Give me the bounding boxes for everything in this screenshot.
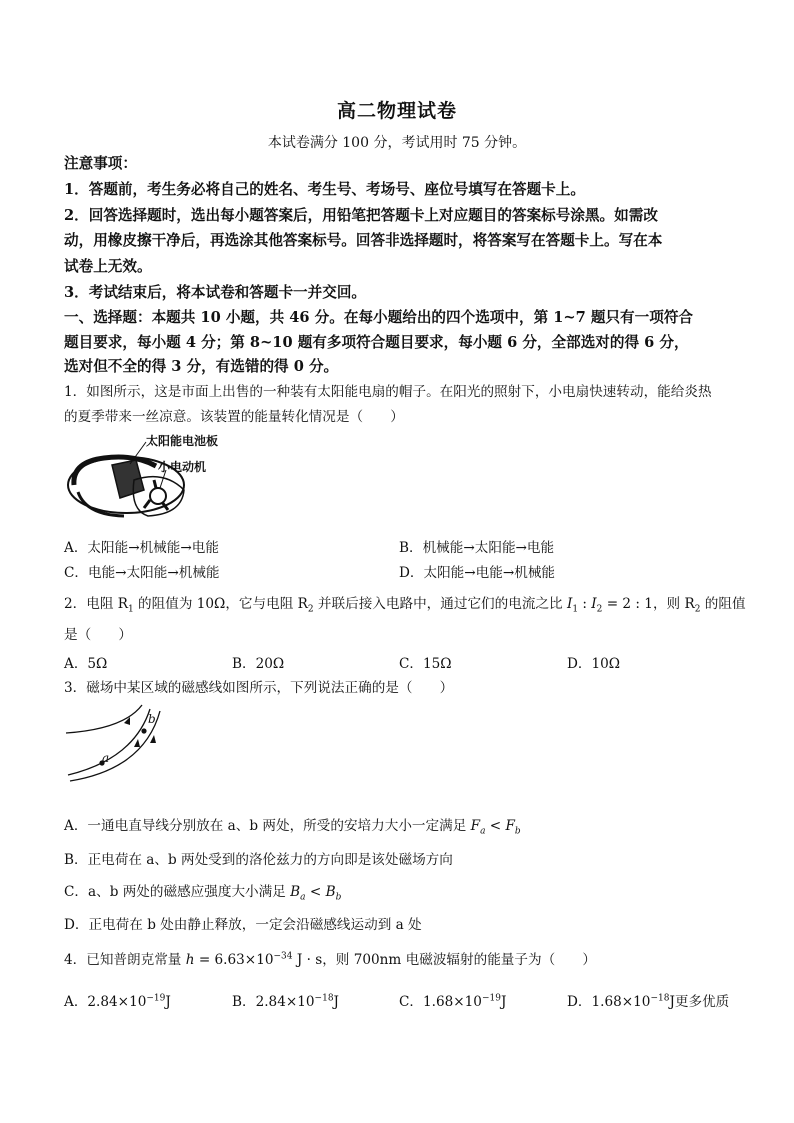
q4-option-d: D．$1.68\times 10^{-18}J$更多优质	[567, 993, 730, 1010]
q3-figure-field-lines	[64, 703, 174, 783]
q1-option-b: B．机械能→太阳能→电能	[399, 540, 555, 556]
q1-figure-label-panel: 太阳能电池板	[146, 434, 219, 448]
watermark-text: 更多优质	[674, 994, 730, 1010]
q1-option-c: C．电能→太阳能→机械能	[64, 565, 220, 581]
note-2-line2: 动，用橡皮擦干净后，再选涂其他答案标号。回答非选择题时，将答案写在答题卡上。写在本	[64, 232, 663, 249]
q4-option-c: C．$1.68\times 10^{-19}J$	[399, 993, 507, 1010]
section1-line1: 一、选择题：本题共 10 小题，共 46 分。在每小题给出的四个选项中，第 1~7 题只有一项符合	[64, 309, 694, 326]
q4-option-b: B．$2.84\times 10^{-18}J$	[232, 993, 339, 1010]
q3-option-d: D．正电荷在 b 处由静止释放，一定会沿磁感线运动到 a 处	[64, 917, 422, 933]
note-3: 3．考试结束后，将本试卷和答题卡一并交回。	[64, 284, 367, 301]
q1-stem-line1: 1．如图所示，这是市面上出售的一种装有太阳能电扇的帽子。在阳光的照射下，小电扇快速转动，能给炎热	[64, 384, 712, 400]
q3-figure-label-b: b	[148, 712, 156, 726]
q3-stem: 3．磁场中某区域的磁感线如图所示，下列说法正确的是（ ）	[64, 680, 454, 696]
q3-option-b: B．正电荷在 a、b 两处受到的洛伦兹力的方向即是该处磁场方向	[64, 852, 453, 868]
q3-figure-label-a: a	[102, 751, 110, 765]
section1-line3: 选对但不全的得 3 分，有选错的得 0 分。	[64, 358, 339, 375]
note-2-line3: 试卷上无效。	[64, 258, 152, 275]
notes-heading: 注意事项：	[64, 155, 137, 172]
q1-option-d: D．太阳能→电能→机械能	[399, 565, 556, 581]
q1-figure-label-motor: 小电动机	[158, 460, 207, 474]
q2-stem-line1: 2．电阻 $R_1$ 的阻值为 10Ω，它与电阻 $R_2$ 并联后接入电路中，通过它们的电流之比 $I_1$ : $I_2 = 2$ : 1，则 $R_2$ 的阻值	[64, 596, 746, 615]
q3-option-c: C．a、b 两处的磁感应强度大小满足 $B_a < B_b$	[64, 884, 342, 903]
q2-option-a: A．5Ω	[64, 656, 108, 672]
q3-option-a: A．一通电直导线分别放在 a、b 两处，所受的安培力大小一定满足 $F_a < F_b$	[64, 818, 521, 837]
exam-info: 本试卷满分 100 分，考试用时 75 分钟。	[267, 135, 527, 151]
q2-stem-line2: 是（ ）	[64, 627, 132, 643]
section1-line2: 题目要求，每小题 4 分；第 8~10 题有多项符合题目要求，每小题 6 分，全部选对的得 6 分，	[64, 334, 689, 351]
note-1: 1．答题前，考生务必将自己的姓名、考生号、考场号、座位号填写在答题卡上。	[64, 181, 585, 198]
q4-option-a: A．$2.84\times 10^{-19}J$	[64, 993, 171, 1010]
q2-option-d: D．10Ω	[567, 656, 621, 672]
q1-stem-line2: 的夏季带来一丝凉意。该装置的能量转化情况是（ ）	[64, 409, 404, 425]
page-title: 高二物理试卷	[336, 100, 457, 122]
q1-option-a: A．太阳能→机械能→电能	[64, 540, 219, 556]
note-2-line1: 2．回答选择题时，选出每小题答案后，用铅笔把答题卡上对应题目的答案标号涂黑。如需改	[64, 207, 658, 224]
q2-option-c: C．15Ω	[399, 656, 452, 672]
q4-stem: 4．已知普朗克常量 $h = 6.63\times 10^{-34}$ J · s，则 700nm 电磁波辐射的能量子为（ ）	[64, 951, 596, 968]
q2-option-b: B．20Ω	[232, 656, 285, 672]
